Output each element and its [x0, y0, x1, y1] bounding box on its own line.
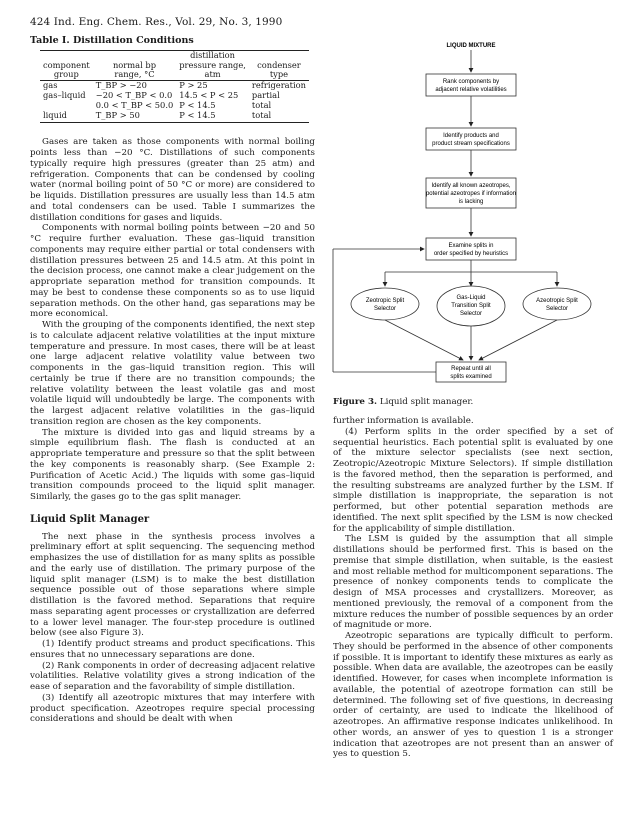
figure-caption-text: Liquid split manager.: [379, 397, 474, 407]
table-cell: total: [249, 111, 309, 123]
selector-label: Selector: [545, 306, 569, 312]
body-paragraph: The next phase in the synthesis process involves a preliminary effort at split sequencing. The sequencing method emphasizes the use of distillation for as many splits as possible and the early use of distillation. The primary purpose of the liquid split manager (LSM) is to make the best distillation sequence possible out of those separations where simple distillation is the favored method. Separations that require mass separating agent processes or crystallization are deferred to a lower level manager. The four-step procedure is outlined below (see also Figure 3).: [30, 531, 315, 639]
table-cell: gas: [43, 80, 58, 91]
flow-arrow: [479, 320, 557, 360]
table-header-row: [40, 70, 309, 80]
table-cell: total: [251, 99, 272, 110]
table-cell: T_BP > −20: [95, 80, 147, 91]
body-paragraph: Components with normal boiling points between −20 and 50 °C require further evaluation. These gas–liquid transition components may require either partial or total condensers with distillation pressures between 25 and 14.5 atm. At this point in the decision process, one cannot make a clear judgement on the appropriate separation method for transition compounds. It may be best to condense these components so as to use liquid separation methods. On the other hand, gas separations may be more economical.: [30, 223, 315, 320]
body-paragraph: Gases are taken as those components with normal boiling points less than −20 °C. Distillations of such components typically require high pressures (greater than 25 atm) and refrigeration. Components that can be condensed by cooling water (normal boiling point of 50 °C or more) are considered to be liquids. Distillation pressures are usually less than 14.5 atm and total condensers can be used. Table I summarizes the distillation conditions for gases and liquids.: [30, 137, 315, 223]
table-cell: 0.0 < T_BP < 50.0: [95, 99, 174, 110]
azeotropic-selector-node: [523, 288, 591, 320]
box-label: potential azeotropes if information: [425, 191, 517, 197]
table-header-cell: range, °C: [93, 70, 176, 80]
selector-label: Zeotropic Split: [365, 298, 405, 304]
table-cell: T_BP > 50: [93, 111, 176, 123]
table-header-cell: atm: [176, 70, 249, 80]
distillation-table: [40, 50, 309, 124]
selector-label: Selector: [459, 311, 483, 317]
right-column: [333, 416, 613, 760]
table-cell: P > 25: [179, 80, 208, 91]
box-label: adjacent relative volatilities: [435, 87, 507, 93]
box-label: splits examined: [450, 374, 492, 380]
box-label: is lacking: [458, 199, 484, 205]
table-cell: gas–liquid: [43, 89, 86, 100]
flowchart-svg: [325, 40, 615, 400]
selector-label: Azeotropic Split: [536, 298, 578, 304]
table-header-cell: distillation: [176, 50, 249, 60]
section-heading: Liquid Split Manager: [30, 513, 150, 525]
box-label: Identify all known azeotropes,: [431, 183, 511, 189]
table-cell: P < 14.5: [179, 99, 216, 110]
page-header: 424 Ind. Eng. Chem. Res., Vol. 29, No. 3, 1990: [30, 16, 283, 28]
body-paragraph: The LSM is guided by the assumption that all simple distillations should be performed first. This is based on the premise that simple distillation, when suitable, is the easiest and most reliable method for multicomponent separations. The presence of nonkey components tends to complicate the design of MSA processes and crystallizers. Moreover, as mentioned previously, the removal of a component from the mixture reduces the number of possible sequences by an order of magnitude or more.: [333, 534, 613, 631]
table-cell: −20 < T_BP < 0.0: [95, 89, 173, 100]
table-header-cell: group: [40, 70, 93, 80]
zeotropic-selector-node: [351, 288, 419, 320]
table-header-cell: normal bp: [112, 59, 157, 70]
box-label: Identify products and: [443, 133, 499, 139]
table-header-row: [40, 61, 309, 71]
selector-label: Gas-Liquid: [456, 295, 486, 301]
box-label: Repeat until all: [451, 366, 491, 372]
table-header-cell: condenser: [257, 59, 301, 70]
table-header-cell: pressure range,: [179, 59, 246, 70]
body-paragraph: The mixture is divided into gas and liquid streams by a simple equilibrium flash. The flash is conducted at an appropriate temperature and pressure so that the split between the key components is reasonably sharp. (See Example 2: Purification of Acetic Acid.) The liquids with some gas–liquid transition compounds proceed to the liquid split manager. Similarly, the gases go to the gas split manager.: [30, 427, 315, 503]
figure-caption: [333, 397, 473, 407]
table-row: [40, 111, 309, 123]
flow-arrow: [385, 320, 463, 360]
selector-label: Selector: [373, 306, 397, 312]
left-column: [30, 36, 315, 725]
table-cell: refrigeration: [251, 80, 306, 91]
figure-3-flowchart: [325, 40, 615, 410]
body-paragraph: (4) Perform splits in the order specified by a set of sequential heuristics. Each potential split is evaluated by one of the mixture selector specialists (see next section, Zeotropic/Azeotropic Mixture Selectors). If simple distillation is the favored method, then the separation is performed, and the resulting substreams are analyzed further by the LSM. If simple distillation is inappropriate, the separation is not performed, but other potential separation methods are identified. The next split specified by the LSM is now checked for the applicability of simple distillation.: [333, 426, 613, 534]
figure-top-label: LIQUID MIXTURE: [446, 43, 496, 49]
table-cell: 14.5 < P < 25: [179, 89, 239, 100]
body-paragraph: Azeotropic separations are typically difficult to perform. They should be performed in the absence of other components if possible. It is important to identify these mixtures as early as possible. When data are available, the azeotropes can be easily identified. However, for cases when incomplete information is available, the potential of azeotrope formation can still be determined. The following set of five questions, in decreasing order of certainty, are used to indicate the likelihood of azeotropes. An affirmative response indicates unlikelihood. In other words, an answer of yes to question 1 is a stronger indication that azeotropes are not present than an answer of yes to question 5.: [333, 631, 613, 760]
body-paragraph: (2) Rank components in order of decreasing adjacent relative volatilities. Relative volatility gives a strong indication of the ease of separation and the favorability of simple distillation.: [30, 660, 315, 693]
table-cell: P < 14.5: [176, 111, 249, 123]
table-caption: Table I. Distillation Conditions: [30, 35, 194, 46]
table-header-row: [40, 50, 309, 60]
figure-caption-label: Figure 3.: [333, 397, 378, 407]
box-label: Examine splits in: [448, 243, 494, 249]
table-cell: partial: [251, 89, 280, 100]
body-paragraph: further information is available.: [333, 416, 474, 426]
table-header-cell: [93, 50, 176, 60]
body-paragraph: (3) Identify all azeotropic mixtures that may interfere with product specification. Azeotropes require special processing considerations and should be dealt with when: [30, 692, 315, 725]
table-header-cell: component: [43, 59, 90, 70]
body-paragraph: With the grouping of the components identified, the next step is to calculate adjacent relative volatilities at the input mixture temperature and pressure. In most cases, there will be at least one large adjacent relative volatility value between two components in the gas–liquid transition region. This will certainly be true if there are no transition compounds; the relative volatility between the least volatile gas and most volatile liquid will undoubtedly be large. The components with the largest adjacent relative volatilities in the gas–liquid transition region are chosen as the key components.: [30, 320, 315, 427]
box-label: Rank components by: [442, 79, 500, 85]
body-paragraph: (1) Identify product streams and product specifications. This ensures that no unnecessary separations are done.: [30, 639, 315, 660]
selector-label: Transition Split: [451, 303, 491, 309]
box-label: product stream specifications: [432, 141, 510, 147]
table-header-cell: [249, 50, 309, 60]
table-cell: liquid: [40, 111, 93, 123]
table-header-cell: type: [249, 70, 309, 80]
table-header-cell: [40, 50, 93, 60]
box-label: order specified by heuristics: [433, 251, 509, 257]
